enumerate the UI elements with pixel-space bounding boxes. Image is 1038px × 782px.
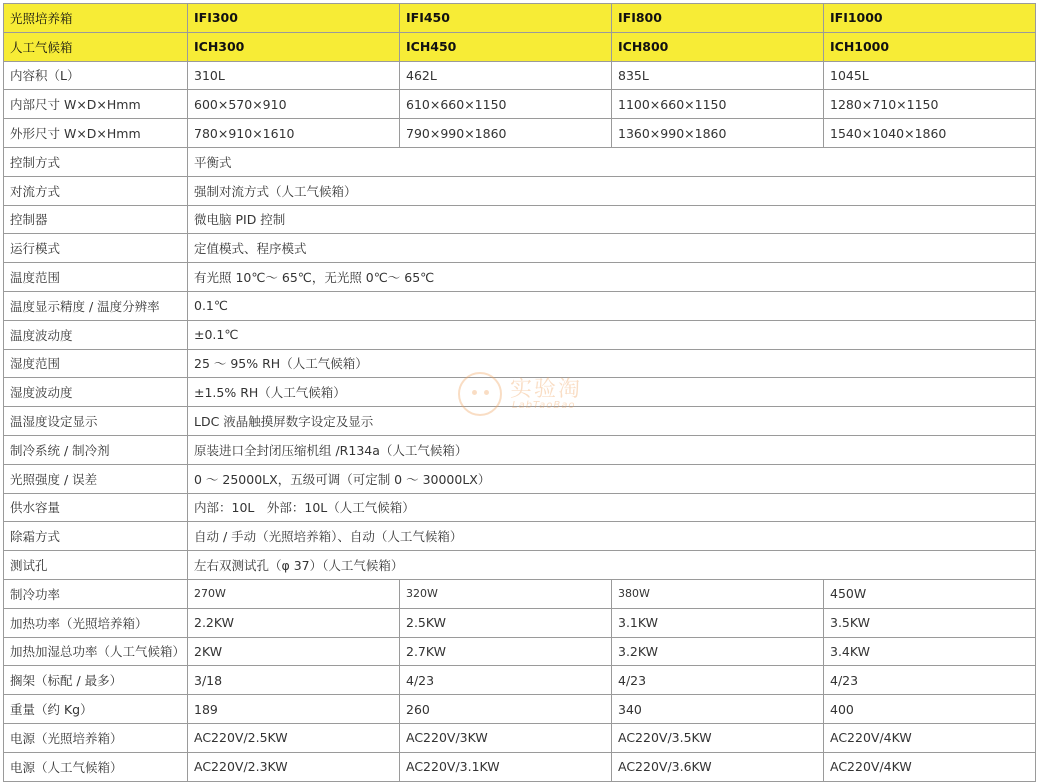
row-label: 除霜方式 xyxy=(4,522,188,551)
value-cell: 自动 / 手动（光照培养箱）、自动（人工气候箱） xyxy=(188,522,1036,551)
row-label: 内部尺寸 W×D×Hmm xyxy=(4,90,188,119)
row-label: 光照培养箱 xyxy=(4,4,188,33)
value-cell: 4/23 xyxy=(400,666,612,695)
spec-row xyxy=(4,147,1036,176)
row-label: 对流方式 xyxy=(4,176,188,205)
model-cell: ICH450 xyxy=(400,32,612,61)
spec-row xyxy=(4,464,1036,493)
row-label: 重量（约 Kg） xyxy=(4,695,188,724)
value-cell: 2.2KW xyxy=(188,608,400,637)
value-cell: 3.4KW xyxy=(824,637,1036,666)
value-cell: 3.2KW xyxy=(612,637,824,666)
value-cell: 400 xyxy=(824,695,1036,724)
spec-row xyxy=(4,234,1036,263)
value-cell: 强制对流方式（人工气候箱） xyxy=(188,176,1036,205)
value-cell: AC220V/4KW xyxy=(824,752,1036,781)
value-cell: 4/23 xyxy=(612,666,824,695)
spec-row xyxy=(4,435,1036,464)
value-cell: 260 xyxy=(400,695,612,724)
value-cell: AC220V/3.5KW xyxy=(612,723,824,752)
value-cell: 320W xyxy=(400,579,612,608)
row-label: 光照强度 / 误差 xyxy=(4,464,188,493)
row-label: 制冷系统 / 制冷剂 xyxy=(4,435,188,464)
value-cell: AC220V/4KW xyxy=(824,723,1036,752)
watermark-subtext: LabTaoBao xyxy=(512,400,576,411)
value-cell: 3.1KW xyxy=(612,608,824,637)
row-label: 温度显示精度 / 温度分辨率 xyxy=(4,291,188,320)
model-cell: IFI450 xyxy=(400,4,612,33)
value-cell: 3/18 xyxy=(188,666,400,695)
value-cell: 780×910×1610 xyxy=(188,119,400,148)
spec-row xyxy=(4,608,1036,637)
value-cell: ±0.1℃ xyxy=(188,320,1036,349)
value-cell: 左右双测试孔（φ 37）（人工气候箱） xyxy=(188,551,1036,580)
value-cell: 1280×710×1150 xyxy=(824,90,1036,119)
spec-row xyxy=(4,378,1036,407)
value-cell: 平衡式 xyxy=(188,147,1036,176)
header-row-incubator xyxy=(4,4,1036,33)
value-cell: 310L xyxy=(188,61,400,90)
value-cell: 3.5KW xyxy=(824,608,1036,637)
spec-row xyxy=(4,695,1036,724)
value-cell: AC220V/3.1KW xyxy=(400,752,612,781)
row-label: 制冷功率 xyxy=(4,579,188,608)
spec-row xyxy=(4,579,1036,608)
value-cell: 380W xyxy=(612,579,824,608)
spec-row xyxy=(4,723,1036,752)
value-cell: LDC 液晶触摸屏数字设定及显示 xyxy=(188,407,1036,436)
value-cell: 0 ～ 25000LX，五级可调（可定制 0 ～ 30000LX） xyxy=(188,464,1036,493)
value-cell: AC220V/2.5KW xyxy=(188,723,400,752)
model-cell: ICH300 xyxy=(188,32,400,61)
value-cell: AC220V/3KW xyxy=(400,723,612,752)
row-label: 加热加湿总功率（人工气候箱） xyxy=(4,637,188,666)
spec-row xyxy=(4,291,1036,320)
spec-table xyxy=(3,3,1036,782)
row-label: 温度波动度 xyxy=(4,320,188,349)
value-cell: 600×570×910 xyxy=(188,90,400,119)
value-cell: AC220V/3.6KW xyxy=(612,752,824,781)
value-cell: 原装进口全封闭压缩机组 /R134a（人工气候箱） xyxy=(188,435,1036,464)
value-cell: 1360×990×1860 xyxy=(612,119,824,148)
spec-row xyxy=(4,752,1036,781)
value-cell: 2.7KW xyxy=(400,637,612,666)
row-label: 湿度范围 xyxy=(4,349,188,378)
value-cell: 微电脑 PID 控制 xyxy=(188,205,1036,234)
value-cell: 340 xyxy=(612,695,824,724)
value-cell: 有光照 10℃～ 65℃，无光照 0℃～ 65℃ xyxy=(188,263,1036,292)
spec-row xyxy=(4,176,1036,205)
spec-row xyxy=(4,407,1036,436)
value-cell: 462L xyxy=(400,61,612,90)
value-cell: 610×660×1150 xyxy=(400,90,612,119)
row-label: 外形尺寸 W×D×Hmm xyxy=(4,119,188,148)
model-cell: ICH800 xyxy=(612,32,824,61)
value-cell: 270W xyxy=(188,579,400,608)
spec-row xyxy=(4,349,1036,378)
spec-row xyxy=(4,90,1036,119)
spec-row xyxy=(4,666,1036,695)
spec-row xyxy=(4,263,1036,292)
model-cell: ICH1000 xyxy=(824,32,1036,61)
model-cell: IFI300 xyxy=(188,4,400,33)
spec-row xyxy=(4,320,1036,349)
row-label: 人工气候箱 xyxy=(4,32,188,61)
row-label: 温湿度设定显示 xyxy=(4,407,188,436)
value-cell: 定值模式、程序模式 xyxy=(188,234,1036,263)
value-cell: 25 ～ 95% RH（人工气候箱） xyxy=(188,349,1036,378)
value-cell: 2.5KW xyxy=(400,608,612,637)
row-label: 电源（人工气候箱） xyxy=(4,752,188,781)
row-label: 电源（光照培养箱） xyxy=(4,723,188,752)
spec-row xyxy=(4,637,1036,666)
row-label: 湿度波动度 xyxy=(4,378,188,407)
value-cell: AC220V/2.3KW xyxy=(188,752,400,781)
value-cell: ±1.5% RH（人工气候箱） xyxy=(188,378,1036,407)
row-label: 加热功率（光照培养箱） xyxy=(4,608,188,637)
row-label: 内容积（L） xyxy=(4,61,188,90)
spec-row xyxy=(4,551,1036,580)
row-label: 搁架（标配 / 最多） xyxy=(4,666,188,695)
value-cell: 450W xyxy=(824,579,1036,608)
value-cell: 4/23 xyxy=(824,666,1036,695)
header-row-climate-chamber xyxy=(4,32,1036,61)
row-label: 运行模式 xyxy=(4,234,188,263)
value-cell: 1100×660×1150 xyxy=(612,90,824,119)
value-cell: 1540×1040×1860 xyxy=(824,119,1036,148)
value-cell: 0.1℃ xyxy=(188,291,1036,320)
watermark-text: 实验淘 xyxy=(510,377,583,402)
spec-table-body xyxy=(4,4,1036,782)
spec-row xyxy=(4,493,1036,522)
value-cell: 189 xyxy=(188,695,400,724)
spec-row xyxy=(4,522,1036,551)
spec-row xyxy=(4,205,1036,234)
model-cell: IFI1000 xyxy=(824,4,1036,33)
model-cell: IFI800 xyxy=(612,4,824,33)
row-label: 测试孔 xyxy=(4,551,188,580)
value-cell: 790×990×1860 xyxy=(400,119,612,148)
value-cell: 2KW xyxy=(188,637,400,666)
spec-row xyxy=(4,119,1036,148)
row-label: 供水容量 xyxy=(4,493,188,522)
row-label: 控制器 xyxy=(4,205,188,234)
row-label: 温度范围 xyxy=(4,263,188,292)
value-cell: 1045L xyxy=(824,61,1036,90)
row-label: 控制方式 xyxy=(4,147,188,176)
value-cell: 内部：10L 外部：10L（人工气候箱） xyxy=(188,493,1036,522)
value-cell: 835L xyxy=(612,61,824,90)
spec-row xyxy=(4,61,1036,90)
